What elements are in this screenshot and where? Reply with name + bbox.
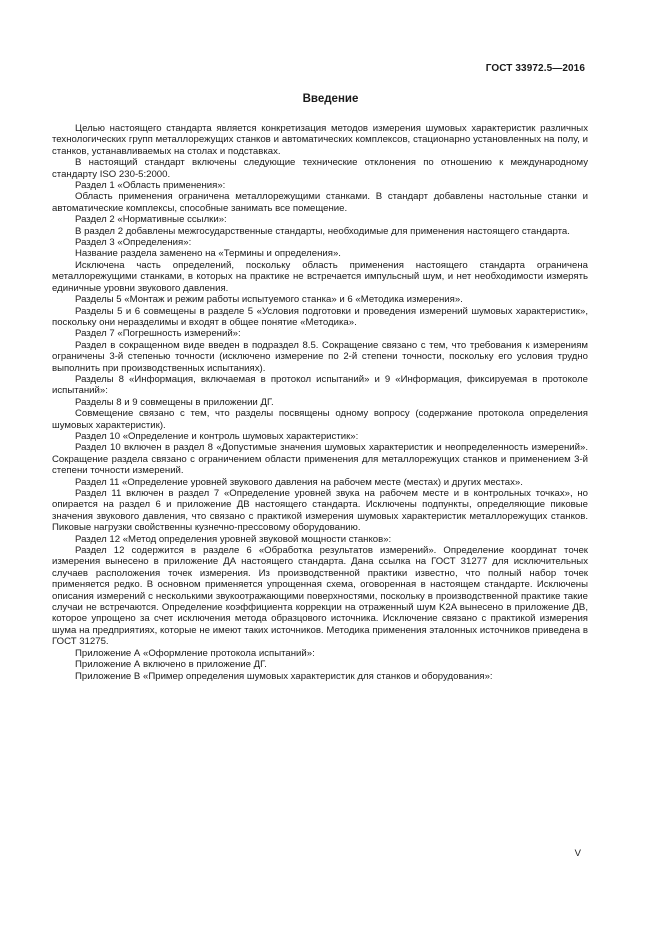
paragraph: Целью настоящего стандарта является конкретизация методов измерения шумовых характеристик различных технологических групп металлорежущих станков и автоматических комплексов, стационарно установленных на полу, и станков, устанавливаемых на столах и подставках. [52, 123, 588, 157]
paragraph: Разделы 5 «Монтаж и режим работы испытуемого станка» и 6 «Методика измерения». [75, 294, 463, 306]
paragraph: Область применения ограничена металлорежущими станками. В стандарт добавлены настольные станки и автоматические комплексы, способные занимать все помещение. [52, 191, 588, 214]
page-number: V [574, 848, 581, 859]
paragraph: Название раздела заменено на «Термины и определения». [75, 248, 341, 260]
paragraph: Раздел 3 «Определения»: [75, 237, 192, 249]
paragraph: Раздел 12 содержится в разделе 6 «Обработка результатов измерений». Определение координат точек измерения вынесено в приложение ДА настоящего стандарта. Дана ссылка на ГОСТ 31277 для исключительных случаев расположения точек измерения. Из производственной практики известно, что полный набор точек применяется редко. В основном применяется упрощенная схема, оговоренная в настоящем стандарте. Исключены описания измерений с несколькими звукоотражающими поверхностями, поскольку в производственной практике такие случаи не встречаются. Определение коэффициента коррекции на отраженный шум K2A вынесено в приложение ДВ, которое упрощено за счет исключения метода образцового источника. Исключение связано с практикой измерения шума на предприятиях, которые не имеют таких источников. Методика применения эталонных источников приведена в ГОСТ 31275. [52, 545, 588, 648]
paragraph: Раздел 10 включен в раздел 8 «Допустимые значения шумовых характеристик и неопределенность измерений». Сокращение раздела связано с ограничением области применения для металлорежущих станков и применением 3-й степени точности измерений. [52, 442, 588, 477]
paragraph: Раздел 1 «Область применения»: [75, 180, 226, 192]
paragraph: Разделы 8 «Информация, включаемая в протокол испытаний» и 9 «Информация, фиксируемая в протоколе испытаний»: [52, 373, 588, 397]
paragraph: Приложение А включено в приложение ДГ. [75, 659, 267, 671]
paragraph: Приложение В «Пример определения шумовых характеристик для станков и оборудования»: [75, 670, 493, 682]
standard-number: ГОСТ 33972.5—2016 [485, 63, 585, 74]
paragraph: Раздел 11 включен в раздел 7 «Определение уровней звука на рабочем месте и в контрольных точках», но опирается на раздел 6 и приложение ДВ настоящего стандарта. Исключены подпункты, определяющие пиковые значения звукового давления, что связано с практикой измерения шумовых характеристик металлорежущих станков. Пиковые нагрузки свойственны кузнечно-прессовому оборудованию. [52, 488, 588, 534]
paragraph: В настоящий стандарт включены следующие технические отклонения по отношению к международному стандарту ISO 230-5:2000. [52, 157, 588, 180]
body-text [52, 123, 588, 682]
paragraph: Раздел в сокращенном виде введен в подраздел 8.5. Сокращение связано с тем, что требования к измерениям ограничены 3-й степенью точности (исключено измерение по 2-й степени точности, поскольку его условия трудно выполнить при производственных испытаниях). [52, 339, 588, 374]
paragraph: Исключена часть определений, поскольку область применения настоящего стандарта ограничена металлорежущими станками, в которых на практике не встречается импульсный шум, и нет необходимости измерять единичные уровни звукового давления. [52, 259, 588, 294]
paragraph: В раздел 2 добавлены межгосударственные стандарты, необходимые для применения настоящего стандарта. [75, 225, 570, 237]
paragraph: Совмещение связано с тем, что разделы посвящены одному вопросу (содержание протокола определения шумовых характеристик). [52, 408, 588, 431]
paragraph: Приложение А «Оформление протокола испытаний»: [75, 647, 315, 659]
paragraph: Разделы 8 и 9 совмещены в приложении ДГ. [75, 396, 274, 408]
paragraph: Раздел 12 «Метод определения уровней звуковой мощности станков»: [75, 533, 392, 545]
paragraph: Раздел 2 «Нормативные ссылки»: [75, 214, 227, 226]
paragraph: Раздел 10 «Определение и контроль шумовых характеристик»: [75, 430, 359, 442]
paragraph: Раздел 7 «Погрешность измерений»: [75, 328, 241, 340]
paragraph: Раздел 11 «Определение уровней звукового давления на рабочем месте (местах) и других местах». [75, 476, 523, 488]
paragraph: Разделы 5 и 6 совмещены в разделе 5 «Условия подготовки и проведения измерений шумовых характеристик», поскольку они неразделимы и входят в общее понятие «Методика». [52, 305, 588, 328]
section-title: Введение [302, 93, 359, 105]
